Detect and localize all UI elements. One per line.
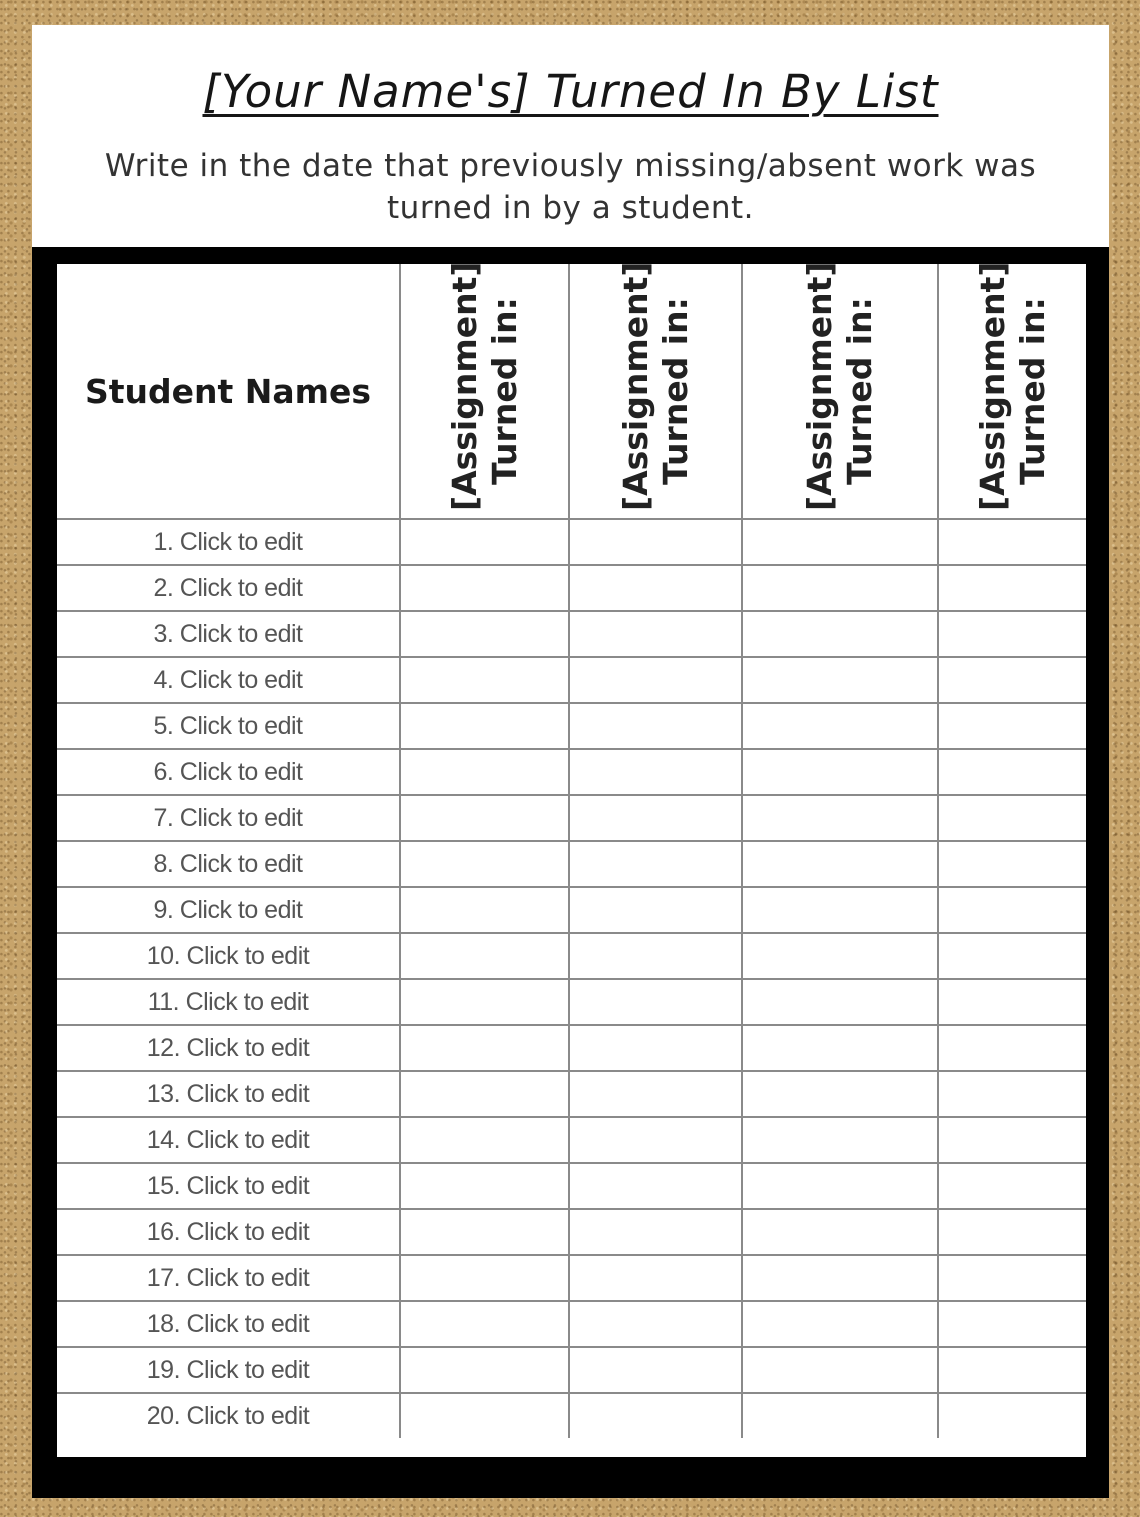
date-cell[interactable] — [569, 1209, 742, 1255]
table-row — [57, 1301, 1086, 1347]
assignment-header-label: [Assignment] — [800, 261, 839, 511]
table-row — [57, 565, 1086, 611]
date-cell[interactable] — [569, 1117, 742, 1163]
table-row — [57, 611, 1086, 657]
date-cell[interactable] — [742, 565, 938, 611]
turned-in-label: Turned in: — [1012, 297, 1052, 485]
date-cell[interactable] — [569, 611, 742, 657]
assignment-header-label: [Assignment] — [615, 261, 655, 511]
student-name-cell[interactable]: 17. Click to edit — [57, 1255, 400, 1301]
table-row — [57, 519, 1086, 565]
date-cell[interactable] — [938, 1255, 1086, 1301]
date-cell[interactable] — [742, 1393, 938, 1438]
date-cell[interactable] — [569, 795, 742, 841]
date-cell[interactable] — [400, 795, 569, 841]
date-cell[interactable] — [742, 887, 938, 933]
date-cell[interactable] — [400, 1163, 569, 1209]
student-rows — [57, 519, 1086, 1438]
date-cell[interactable] — [569, 1255, 742, 1301]
table-row — [57, 1025, 1086, 1071]
student-name-cell[interactable]: 8. Click to edit — [57, 841, 400, 887]
date-cell[interactable] — [569, 933, 742, 979]
date-cell[interactable] — [400, 841, 569, 887]
date-cell[interactable] — [400, 519, 569, 565]
student-name-cell[interactable]: 18. Click to edit — [57, 1301, 400, 1347]
student-name-cell[interactable]: 20. Click to edit — [57, 1393, 400, 1438]
date-cell[interactable] — [569, 1347, 742, 1393]
student-name-cell[interactable]: 19. Click to edit — [57, 1347, 400, 1393]
student-name-cell[interactable]: 3. Click to edit — [57, 611, 400, 657]
date-cell[interactable] — [742, 611, 938, 657]
turned-in-table-wrapper — [57, 261, 1086, 1457]
date-cell[interactable] — [742, 933, 938, 979]
date-cell[interactable] — [938, 1347, 1086, 1393]
student-name-cell[interactable]: 13. Click to edit — [57, 1071, 400, 1117]
student-name-cell[interactable]: 10. Click to edit — [57, 933, 400, 979]
date-cell[interactable] — [938, 887, 1086, 933]
date-cell[interactable] — [938, 1163, 1086, 1209]
date-cell[interactable] — [742, 519, 938, 565]
assignment-header-3[interactable] — [742, 261, 938, 519]
date-cell[interactable] — [400, 1393, 569, 1438]
date-cell[interactable] — [400, 703, 569, 749]
table-row — [57, 1347, 1086, 1393]
date-cell[interactable] — [938, 611, 1086, 657]
date-cell[interactable] — [400, 657, 569, 703]
date-cell[interactable] — [400, 933, 569, 979]
table-row — [57, 841, 1086, 887]
turned-in-label: Turned in: — [840, 297, 879, 485]
student-name-cell[interactable]: 6. Click to edit — [57, 749, 400, 795]
date-cell[interactable] — [938, 1117, 1086, 1163]
date-cell[interactable] — [938, 933, 1086, 979]
date-cell[interactable] — [742, 657, 938, 703]
date-cell[interactable] — [938, 795, 1086, 841]
date-cell[interactable] — [742, 795, 938, 841]
date-cell[interactable] — [400, 565, 569, 611]
date-cell[interactable] — [400, 1209, 569, 1255]
date-cell[interactable] — [400, 979, 569, 1025]
date-cell[interactable] — [938, 1209, 1086, 1255]
date-cell[interactable] — [569, 1071, 742, 1117]
date-cell[interactable] — [569, 841, 742, 887]
table-row — [57, 795, 1086, 841]
date-cell[interactable] — [742, 1117, 938, 1163]
date-cell[interactable] — [569, 1025, 742, 1071]
date-cell[interactable] — [938, 749, 1086, 795]
date-cell[interactable] — [742, 1209, 938, 1255]
table-row — [57, 703, 1086, 749]
worksheet-sheet — [32, 25, 1109, 1498]
date-cell[interactable] — [569, 1393, 742, 1438]
student-name-cell[interactable]: 4. Click to edit — [57, 657, 400, 703]
date-cell[interactable] — [742, 703, 938, 749]
turned-in-label: Turned in: — [655, 297, 695, 485]
date-cell[interactable] — [742, 749, 938, 795]
date-cell[interactable] — [742, 979, 938, 1025]
student-name-cell[interactable]: 14. Click to edit — [57, 1117, 400, 1163]
date-cell[interactable] — [569, 749, 742, 795]
date-cell[interactable] — [400, 611, 569, 657]
date-cell[interactable] — [400, 1255, 569, 1301]
student-name-cell[interactable]: 16. Click to edit — [57, 1209, 400, 1255]
page-title: [Your Name's] Turned In By List — [202, 65, 939, 118]
table-row — [57, 979, 1086, 1025]
date-cell[interactable] — [742, 841, 938, 887]
date-cell[interactable] — [742, 1347, 938, 1393]
date-cell[interactable] — [569, 657, 742, 703]
date-cell[interactable] — [938, 657, 1086, 703]
date-cell[interactable] — [742, 1025, 938, 1071]
student-name-cell[interactable]: 2. Click to edit — [57, 565, 400, 611]
student-name-cell[interactable]: 15. Click to edit — [57, 1163, 400, 1209]
date-cell[interactable] — [400, 887, 569, 933]
turned-in-table — [57, 261, 1086, 1438]
table-row — [57, 933, 1086, 979]
student-name-cell[interactable]: 5. Click to edit — [57, 703, 400, 749]
date-cell[interactable] — [569, 565, 742, 611]
turned-in-label: Turned in: — [484, 297, 524, 485]
worksheet-header — [32, 25, 1109, 247]
date-cell[interactable] — [742, 1163, 938, 1209]
table-row — [57, 1071, 1086, 1117]
date-cell[interactable] — [938, 841, 1086, 887]
student-name-cell[interactable]: 11. Click to edit — [57, 979, 400, 1025]
date-cell[interactable] — [569, 1163, 742, 1209]
table-row — [57, 657, 1086, 703]
date-cell[interactable] — [938, 979, 1086, 1025]
date-cell[interactable] — [400, 749, 569, 795]
table-row — [57, 1209, 1086, 1255]
date-cell[interactable] — [569, 1301, 742, 1347]
date-cell[interactable] — [938, 565, 1086, 611]
student-name-cell[interactable]: 12. Click to edit — [57, 1025, 400, 1071]
assignment-header-label: [Assignment] — [972, 261, 1012, 511]
table-row — [57, 1163, 1086, 1209]
date-cell[interactable] — [938, 703, 1086, 749]
student-name-cell[interactable]: 7. Click to edit — [57, 795, 400, 841]
date-cell[interactable] — [400, 1301, 569, 1347]
date-cell[interactable] — [938, 1301, 1086, 1347]
date-cell[interactable] — [569, 887, 742, 933]
assignment-header-label: [Assignment] — [444, 261, 484, 511]
assignment-header-2[interactable] — [569, 261, 742, 519]
date-cell[interactable] — [569, 703, 742, 749]
date-cell[interactable] — [938, 1393, 1086, 1438]
table-row — [57, 1117, 1086, 1163]
student-name-cell[interactable]: 1. Click to edit — [57, 519, 400, 565]
instructions-text: Write in the date that previously missing/absent work was turned in by a student. — [104, 148, 1037, 226]
assignment-header-4[interactable] — [938, 261, 1086, 519]
table-row — [57, 1393, 1086, 1438]
date-cell[interactable] — [400, 1117, 569, 1163]
assignment-header-1[interactable] — [400, 261, 569, 519]
table-header-row — [57, 264, 1086, 519]
table-row — [57, 749, 1086, 795]
date-cell[interactable] — [742, 1301, 938, 1347]
student-names-header: Student Names — [57, 264, 400, 519]
date-cell[interactable] — [938, 1071, 1086, 1117]
date-cell[interactable] — [569, 519, 742, 565]
date-cell[interactable] — [569, 979, 742, 1025]
date-cell[interactable] — [400, 1347, 569, 1393]
date-cell[interactable] — [400, 1071, 569, 1117]
date-cell[interactable] — [742, 1071, 938, 1117]
table-row — [57, 1255, 1086, 1301]
student-name-cell[interactable]: 9. Click to edit — [57, 887, 400, 933]
table-row — [57, 887, 1086, 933]
date-cell[interactable] — [938, 1025, 1086, 1071]
date-cell[interactable] — [938, 519, 1086, 565]
date-cell[interactable] — [742, 1255, 938, 1301]
date-cell[interactable] — [400, 1025, 569, 1071]
